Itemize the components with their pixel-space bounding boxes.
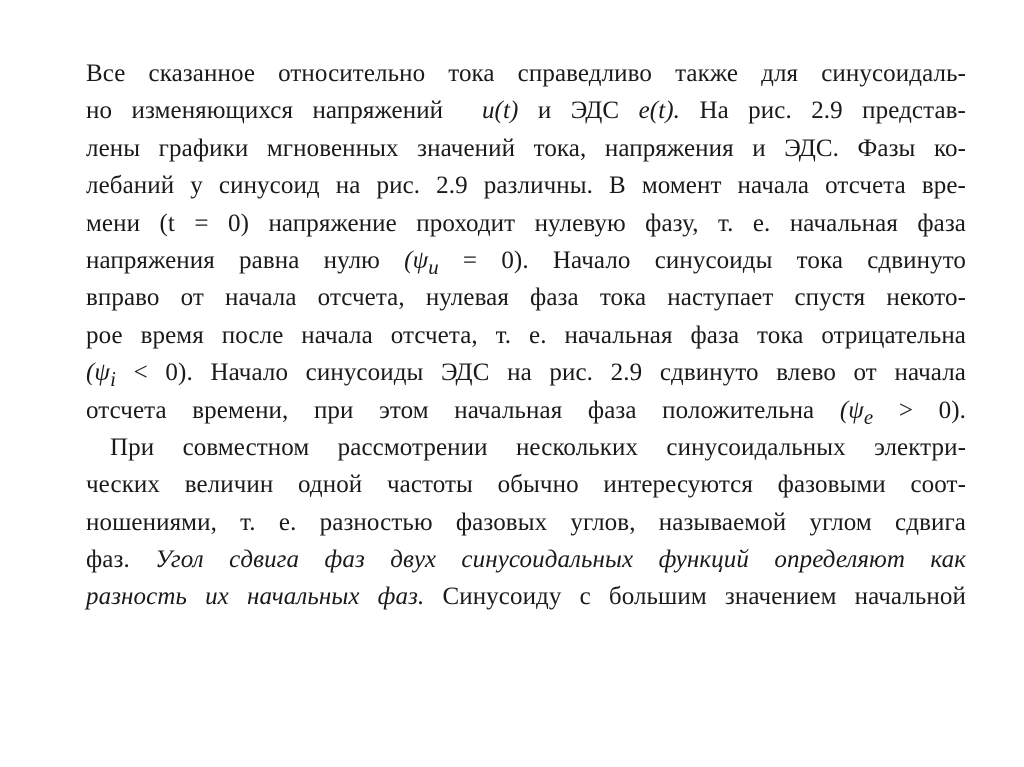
math-text: > 0).	[898, 396, 966, 424]
text-line	[86, 167, 966, 204]
text-line	[86, 429, 966, 466]
math-expression: u(t)	[481, 97, 519, 125]
math-psi: (ψ	[404, 246, 429, 274]
text-span: напряжения равна нулю	[86, 246, 380, 274]
text-span: ческих величин одной частоты обычно интересуются фазовыми соот-	[86, 471, 966, 499]
text-span: мени	[86, 209, 141, 237]
text-span: лебаний у синусоид на рис. 2.9 различны. В момент начала отсчета вре-	[86, 172, 966, 200]
italic-definition: Угол сдвига фаз двух синусоидальных функций определяют как	[155, 546, 966, 574]
text-line	[86, 354, 966, 391]
text-line	[86, 317, 966, 354]
text-line	[86, 55, 966, 92]
text-span: напряжение проходит нулевую фазу, т. е. начальная фаза	[268, 209, 967, 237]
text-line	[86, 578, 966, 615]
math-expression: (t = 0)	[159, 209, 250, 237]
text-span: Все сказанное относительно тока справедливо также для синусоидаль-	[86, 60, 966, 87]
text-span: отсчета времени, при этом начальная фаза положительна	[86, 396, 815, 424]
text-span: При совместном рассмотрении нескольких синусоидальных электри-	[110, 433, 966, 461]
text-line	[86, 92, 966, 129]
italic-definition: разность их начальных фаз.	[86, 583, 425, 611]
math-subscript: i	[110, 367, 116, 392]
math-text: < 0).	[133, 359, 193, 387]
text-span: Синусоиду с большим значением начальной	[442, 583, 966, 611]
math-expression: e(t).	[638, 97, 681, 125]
math-psi: (ψ	[839, 396, 864, 424]
text-span: вправо от начала отсчета, нулевая фаза тока наступает спустя некото-	[86, 284, 966, 312]
text-span: ношениями, т. е. разностью фазовых углов, называемой углом сдвига	[86, 508, 966, 536]
text-span: рое время после начала отсчета, т. е. начальная фаза тока отрицательна	[86, 321, 966, 349]
text-span: фаз.	[86, 546, 130, 574]
text-line	[86, 504, 966, 541]
text-line	[86, 130, 966, 167]
math-text: = 0).	[462, 246, 529, 274]
math-expression	[404, 246, 529, 279]
math-expression	[86, 359, 193, 392]
text-line	[86, 392, 966, 429]
math-subscript: e	[863, 404, 874, 429]
math-psi: (ψ	[86, 359, 111, 387]
text-line	[86, 205, 966, 242]
text-span: Начало синусоиды тока сдвинуто	[552, 246, 966, 274]
text-span: и ЭДС	[537, 97, 620, 125]
text-span: На рис. 2.9 представ-	[699, 97, 966, 125]
text-line	[86, 466, 966, 503]
text-span: лены графики мгновенных значений тока, напряжения и ЭДС. Фазы ко-	[86, 134, 966, 162]
text-line	[86, 279, 966, 316]
text-line	[86, 541, 966, 578]
text-span: Начало синусоиды ЭДС на рис. 2.9 сдвинуто влево от начала	[210, 359, 966, 387]
text-span: но изменяющихся напряжений	[86, 97, 444, 125]
text-line	[86, 242, 966, 279]
math-subscript: u	[428, 254, 439, 279]
math-expression	[839, 396, 966, 429]
document-page	[86, 55, 966, 616]
